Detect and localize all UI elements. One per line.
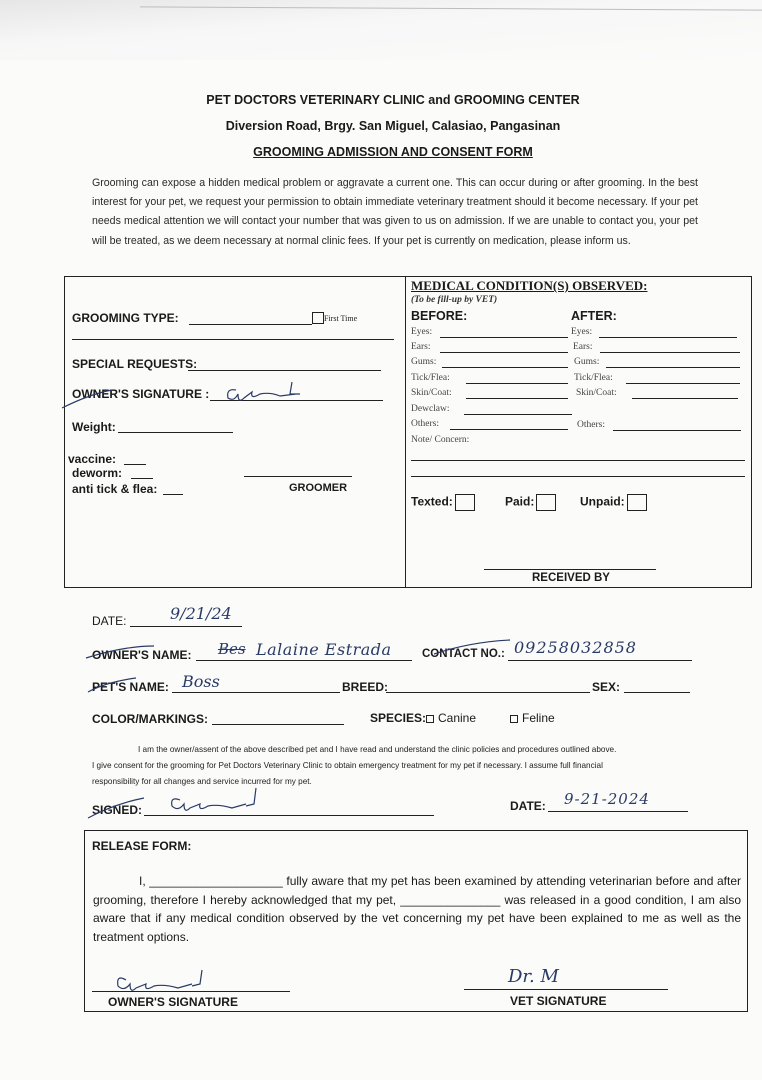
owner-name-value: Lalaine Estrada [256, 640, 392, 659]
before-dewclaw-label: Dewclaw: [411, 404, 450, 414]
feline-label: Feline [522, 711, 555, 725]
vaccine-label: vaccine: [68, 452, 117, 466]
before-others-label: Others: [411, 419, 439, 429]
after-eyes-label: Eyes: [571, 327, 593, 337]
signed-handwriting [84, 776, 284, 822]
owner-signature-label: OWNER'S SIGNATURE : [72, 387, 210, 401]
before-tickflea-label: Tick/Flea: [411, 373, 450, 383]
grooming-type-field[interactable] [189, 324, 312, 325]
signed-label: SIGNED: [92, 803, 143, 817]
vet-signature-line[interactable] [464, 989, 668, 990]
owner-name-field[interactable] [196, 660, 412, 661]
anti-tick-label: anti tick & flea: [72, 482, 158, 496]
deworm-field[interactable] [131, 478, 153, 479]
color-markings-field[interactable] [212, 724, 344, 725]
release-title: RELEASE FORM: [92, 839, 192, 853]
release-paragraph: I, ____________________ fully aware that my pet has been examined by attending veterinarian before and after grooming, therefore I hereby acknowledged that my pet, _______________ was released in a good condition, I am also aware that if any medical condition observed by the vet concerning my pet have been explained to me as well as the treatment options. [93, 874, 741, 944]
after-others-field[interactable] [613, 430, 741, 431]
medical-title: MEDICAL CONDITION(S) OBSERVED: [411, 278, 648, 293]
before-dewclaw-field[interactable] [464, 414, 572, 415]
consent-date-value: 9-21-2024 [564, 790, 650, 808]
before-skincoat-field[interactable] [466, 398, 568, 399]
vet-signature-label: VET SIGNATURE [510, 994, 607, 1008]
unpaid-checkbox[interactable] [627, 494, 647, 511]
owner-name-label: OWNER'S NAME: [92, 648, 192, 662]
contact-label: CONTACT NO.: [422, 648, 505, 660]
before-gums-label: Gums: [411, 357, 437, 367]
first-time-label: First Time [324, 314, 358, 323]
anti-tick-field[interactable] [163, 494, 183, 495]
vaccine-field[interactable] [124, 464, 146, 465]
after-heading: AFTER: [571, 309, 617, 323]
date-field[interactable] [130, 626, 242, 627]
unpaid-label: Unpaid: [580, 494, 625, 509]
after-tickflea-field[interactable] [626, 383, 740, 384]
feline-checkbox[interactable] [510, 715, 518, 723]
received-by-label: RECEIVED BY [532, 572, 610, 584]
owner-release-signature-label: OWNER'S SIGNATURE [108, 995, 238, 1009]
note-concern-label: Note/ Concern: [411, 435, 470, 445]
groomer-label: GROOMER [289, 482, 348, 494]
before-skincoat-label: Skin/Coat: [411, 388, 452, 398]
grooming-type-field-2[interactable] [72, 339, 394, 340]
groomer-signature-line[interactable] [244, 476, 352, 477]
weight-field[interactable] [118, 432, 233, 433]
consent-date-field[interactable] [548, 811, 688, 812]
canine-checkbox[interactable] [426, 715, 434, 723]
note-line-2[interactable] [411, 476, 745, 477]
date-label: DATE: [92, 614, 127, 628]
weight-label: Weight: [72, 420, 116, 434]
texted-checkbox-group[interactable] [411, 494, 475, 511]
grooming-type-label: GROOMING TYPE: [72, 311, 179, 325]
after-ears-label: Ears: [573, 342, 593, 352]
pet-name-value: Boss [182, 672, 220, 691]
contact-pen-stroke [430, 638, 520, 660]
paid-checkbox-group[interactable] [505, 494, 556, 511]
before-heading: BEFORE: [411, 309, 468, 323]
consent-date-label: DATE: [510, 799, 546, 813]
pet-name-label: PET'S NAME: [92, 680, 169, 694]
before-others-field[interactable] [450, 429, 568, 430]
paid-label: Paid: [505, 494, 535, 509]
owner-name-struck: Bes [218, 640, 246, 658]
canine-label: Canine [438, 711, 477, 725]
texted-checkbox[interactable] [455, 494, 475, 511]
after-skincoat-label: Skin/Coat: [576, 388, 617, 398]
owner-release-signature-handwriting [112, 966, 222, 992]
before-ears-field[interactable] [440, 352, 568, 353]
before-gums-field[interactable] [442, 367, 568, 368]
sex-label: SEX: [592, 680, 621, 694]
owner-release-signature-line[interactable] [92, 991, 290, 992]
species-label: SPECIES: [370, 711, 427, 725]
vet-signature-value: Dr. M [508, 966, 559, 987]
consent-line-1: I am the owner/assent of the above described pet and I have read and understand the clinic policies and procedures outlined above. [138, 745, 617, 754]
after-tickflea-label: Tick/Flea: [574, 373, 613, 383]
after-others-label: Others: [577, 420, 605, 430]
after-gums-label: Gums: [574, 357, 600, 367]
sex-field[interactable] [624, 692, 690, 693]
after-skincoat-field[interactable] [632, 398, 738, 399]
before-ears-label: Ears: [411, 342, 431, 352]
special-requests-field[interactable] [188, 370, 381, 371]
first-time-checkbox[interactable] [312, 312, 324, 324]
contact-field[interactable] [508, 660, 692, 661]
before-tickflea-field[interactable] [466, 383, 568, 384]
breed-label: BREED: [342, 680, 389, 694]
received-by-line[interactable] [484, 569, 656, 570]
owner-signature-handwriting [60, 378, 320, 414]
color-markings-label: COLOR/MARKINGS: [92, 712, 208, 726]
box-divider [405, 276, 406, 588]
pet-name-pen-stroke [86, 674, 156, 696]
after-ears-field[interactable] [600, 352, 740, 353]
before-eyes-field[interactable] [440, 337, 568, 338]
breed-field[interactable] [386, 692, 590, 693]
unpaid-checkbox-group[interactable] [580, 494, 647, 511]
deworm-label: deworm: [72, 466, 123, 480]
consent-line-3: responsibility for all changes and service incurred for my pet. [92, 777, 312, 786]
clinic-address: Diversion Road, Brgy. San Miguel, Calasiao, Pangasinan [225, 119, 561, 133]
after-eyes-field[interactable] [599, 337, 737, 338]
medical-subtitle: (To be fill-up by VET) [411, 295, 498, 305]
special-requests-label: SPECIAL REQUESTS: [72, 357, 198, 371]
texted-label: Texted: [411, 494, 453, 509]
consent-line-2: I give consent for the grooming for Pet Doctors Veterinary Clinic to obtain emergency treatment for my pet if necessary. I assume full financial [92, 761, 603, 770]
date-value: 9/21/24 [170, 604, 232, 623]
contact-value: 09258032858 [514, 638, 637, 657]
paid-checkbox[interactable] [536, 494, 556, 511]
after-gums-field[interactable] [606, 367, 740, 368]
before-eyes-label: Eyes: [411, 327, 433, 337]
pet-name-field[interactable] [172, 692, 340, 693]
note-line-1[interactable] [411, 460, 745, 461]
intro-paragraph: Grooming can expose a hidden medical problem or aggravate a current one. This can occur during or after grooming. In the best interest for your pet, we request your permission to obtain immediate veterinary treatment should it become necessary. If your pet needs medical attention we will contact your number that was given to us on admission. If we are unable to contact you, your pet will be treated, as we deem necessary at normal clinic fees. If your pet is currently on medication, please inform us. [92, 177, 698, 247]
owner-name-pen-stroke [84, 640, 184, 664]
form-title: GROOMING ADMISSION AND CONSENT FORM [253, 145, 533, 159]
clinic-name: PET DOCTORS VETERINARY CLINIC and GROOMING CENTER [206, 93, 580, 107]
